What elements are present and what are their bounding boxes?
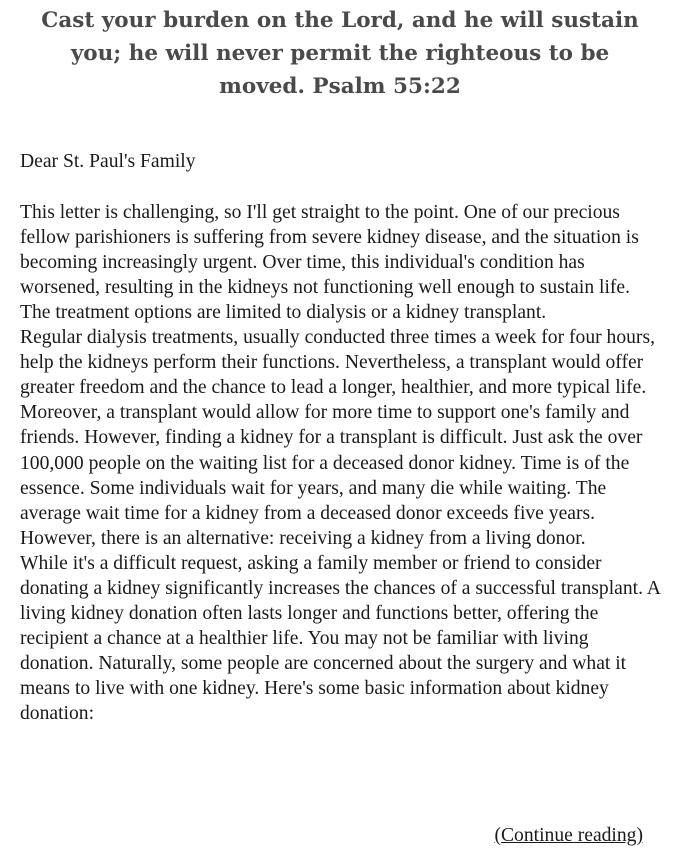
letter-paragraph-3: While it's a difficult request, asking a family member or friend to consider donating a kidney significantly increases the chances of a successful transplant. A living kidney donation often lasts longer and functions better, offering the recipient a chance at a healthier life. You may not be familiar with living donation. Naturally, some people are concerned about the surgery and what it means to live with one kidney. Here's some basic information about kidney donation: <box>20 552 660 725</box>
letter-paragraph-2: Regular dialysis treatments, usually conducted three times a week for four hours, help the kidneys perform their functions. Nevertheless, a transplant would offer greater freedom and the chance to lead a longer, healthier, and more typical life. Moreover, a transplant would allow for more time to support one's family and friends. However, finding a kidney for a transplant is difficult. Just ask the over 100,000 people on the waiting list for a deceased donor kidney. Time is of the essence. Some individuals wait for years, and many die while waiting. The average wait time for a kidney from a deceased donor exceeds five years. However, there is an alternative: receiving a kidney from a living donor. <box>20 327 655 549</box>
letter-paragraph-1: This letter is challenging, so I'll get straight to the point. One of our precious fellow parishioners is suffering from severe kidney disease, and the situation is becoming increasingly urgent. Over time, this individual's condition has worsened, resulting in the kidneys not functioning well enough to sustain life. The treatment options are limited to dialysis or a kidney transplant. <box>20 201 639 323</box>
letter-greeting: Dear St. Paul's Family <box>20 151 196 172</box>
scripture-verse-heading: Cast your burden on the Lord, and he will sustain you; he will never permit the righteous to be moved. Psalm 55:22 <box>41 8 639 99</box>
continue-reading-link[interactable]: (Continue reading) <box>494 825 643 846</box>
letter-body <box>20 149 660 727</box>
